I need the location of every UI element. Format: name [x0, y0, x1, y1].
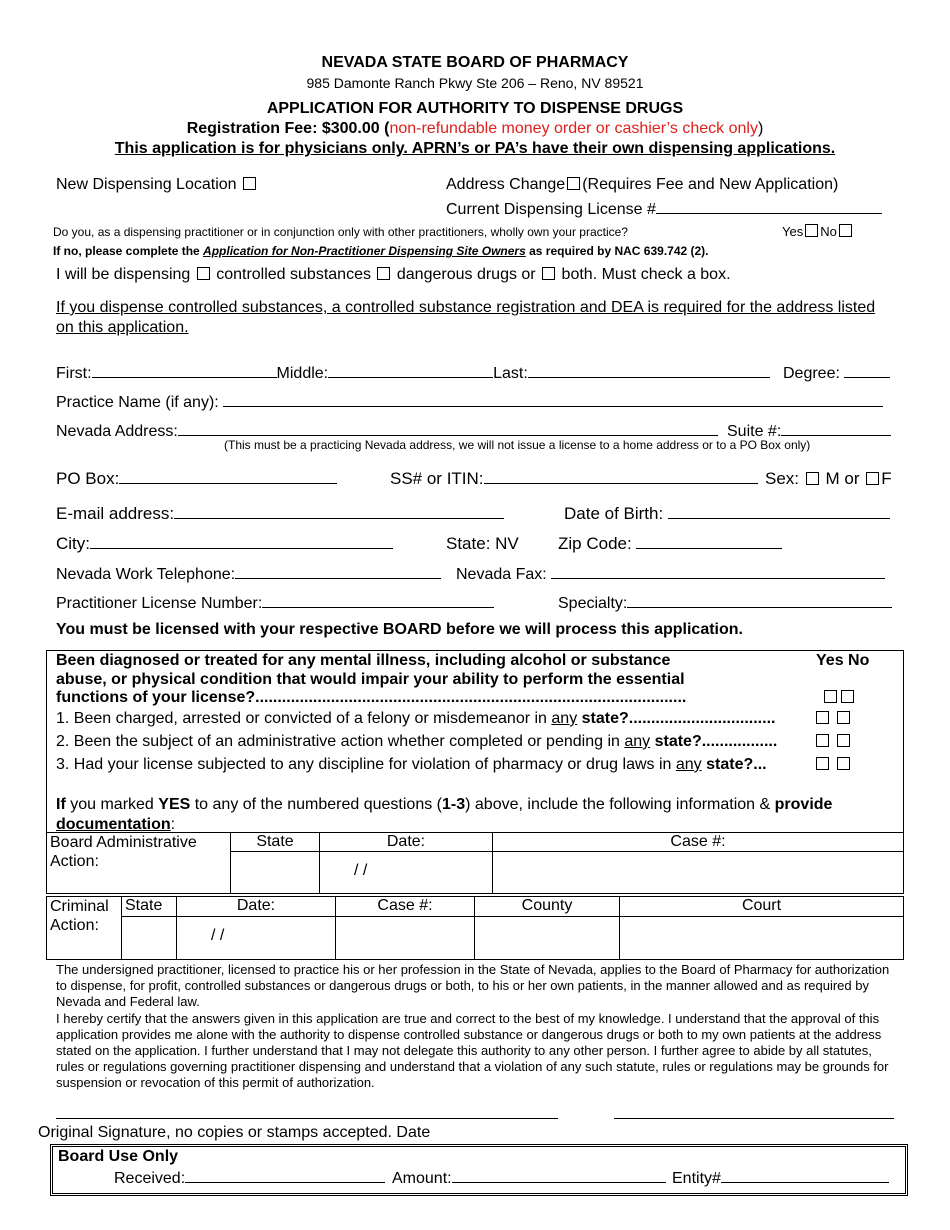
ownership-answer	[782, 224, 854, 239]
controlled-substances-checkbox[interactable]	[197, 267, 210, 280]
city-field	[56, 534, 393, 554]
criminal-court-cell[interactable]	[620, 916, 904, 959]
licensed-note: You must be licensed with your respective BOARD before we will process this application.	[56, 621, 743, 638]
application-title: APPLICATION FOR AUTHORITY TO DISPENSE DRUGS	[266, 100, 684, 117]
ownership-no-checkbox[interactable]	[839, 224, 852, 237]
if-yes-2: you marked	[65, 796, 159, 813]
criminal-state-cell[interactable]	[122, 916, 177, 959]
address-change-label: Address Change	[446, 176, 566, 193]
physicians-only-note: This application is for physicians only. APRN’s or PA’s have their own dispensing applications.	[114, 140, 836, 157]
date-line[interactable]	[614, 1118, 894, 1119]
specialty-label: Specialty:	[558, 595, 628, 612]
admin-state-header: State	[231, 833, 320, 852]
degree-input[interactable]	[844, 363, 890, 378]
state-value: State: NV	[446, 534, 519, 553]
q1-yes-checkbox[interactable]	[816, 711, 829, 724]
non-practitioner-note	[53, 244, 709, 258]
zip-field	[558, 534, 782, 554]
if-yes-5: 1-3	[442, 796, 466, 813]
amount-label: Amount:	[392, 1170, 452, 1187]
new-location-option	[56, 176, 258, 194]
q1-text: 1. Been charged, arrested or convicted of a felony or misdemeanor in	[56, 710, 552, 727]
dangerous-drugs-checkbox[interactable]	[377, 267, 390, 280]
practice-name-label: Practice Name (if any):	[56, 394, 219, 411]
po-box-label: PO Box:	[56, 469, 120, 488]
mental-illness-answers	[822, 689, 856, 707]
last-name-input[interactable]	[528, 363, 770, 378]
certification-paragraph-2: I hereby certify that the answers given in this application are true and correct to the best of my knowledge. I understand that the approval of this application provides me alone with the authority to dispense controlled substance or dangerous drugs or both to my own patients at the address stated on the application. I further understand that I may not delegate this authority to any other person. I further agree to abide by all statutes, rules or regulations governing practitioner dispensing and understand that a violation of any such statute, rules or regulations may be grounds for suspension or revocation of this permit of authorization.	[56, 1011, 889, 1090]
work-phone-field	[56, 564, 441, 584]
both-checkbox[interactable]	[542, 267, 555, 280]
mental-illness-question-line2: abuse, or physical condition that would impair your ability to perform the essential	[56, 671, 685, 688]
entity-field	[672, 1168, 889, 1188]
question-3	[56, 756, 816, 774]
q1-any: any	[551, 710, 578, 727]
criminal-state-header: State	[122, 897, 177, 917]
registration-fee	[0, 120, 950, 138]
documentation-word: documentation	[56, 816, 171, 833]
address-change-note: (Requires Fee and New Application)	[582, 176, 839, 193]
dangerous-label: dangerous drugs or	[396, 266, 536, 283]
if-yes-3: YES	[158, 796, 191, 813]
criminal-date-header: Date:	[177, 897, 336, 917]
q3-dots: state?...	[701, 756, 767, 773]
license-number-field	[56, 593, 494, 613]
amount-field	[392, 1168, 666, 1188]
new-location-label: New Dispensing Location	[56, 176, 237, 193]
signature-line[interactable]	[56, 1118, 558, 1119]
entity-label: Entity#	[672, 1170, 721, 1187]
criminal-county-header: County	[475, 897, 620, 917]
degree-label: Degree:	[783, 365, 840, 382]
current-license-field	[446, 199, 882, 219]
mental-illness-no-checkbox[interactable]	[841, 690, 854, 703]
if-yes-7: provide	[774, 796, 833, 813]
dispensing-type	[56, 266, 731, 284]
non-practitioner-application-link[interactable]: Application for Non-Practitioner Dispensing Site Owners	[203, 244, 526, 258]
criminal-action-table	[46, 896, 904, 960]
sex-field	[765, 469, 892, 489]
criminal-case-header: Case #:	[336, 897, 475, 917]
q3-no-checkbox[interactable]	[837, 757, 850, 770]
signature-label: Original Signature, no copies or stamps accepted. Date	[38, 1124, 431, 1141]
if-yes-1: If	[56, 796, 66, 813]
if-yes-instruction	[56, 796, 832, 814]
entity-input[interactable]	[721, 1168, 889, 1183]
admin-action-label: Board Administrative Action:	[47, 833, 231, 894]
question-1	[56, 710, 816, 728]
address-change-option	[446, 176, 838, 194]
suite-label: Suite #:	[727, 423, 782, 440]
received-field	[114, 1168, 385, 1188]
suite-input[interactable]	[781, 421, 891, 436]
ssn-field	[390, 469, 758, 489]
q2-dots: state?.................	[650, 733, 778, 750]
po-box-input[interactable]	[119, 469, 337, 484]
amount-input[interactable]	[452, 1168, 666, 1183]
fax-field	[456, 564, 885, 584]
criminal-court-header: Court	[620, 897, 904, 917]
q3-any: any	[675, 756, 702, 773]
mental-illness-question-line3: functions of your license?.................................................................................................	[56, 689, 687, 706]
fee-label: Registration Fee: $300.00 (	[186, 120, 390, 137]
male-label: M or	[825, 469, 860, 488]
dispensing-label: I will be dispensing	[56, 266, 191, 283]
zip-label: Zip Code:	[558, 534, 632, 553]
admin-state-cell[interactable]	[231, 852, 320, 894]
nevada-address-label: Nevada Address:	[56, 423, 178, 440]
admin-date-cell[interactable]	[320, 852, 493, 894]
license-number-input[interactable]	[262, 593, 494, 608]
name-row	[56, 363, 770, 383]
criminal-date-cell[interactable]	[177, 916, 336, 959]
email-input[interactable]	[174, 504, 504, 519]
degree-field	[783, 363, 890, 383]
question-3-answers	[814, 756, 852, 774]
city-input[interactable]	[90, 534, 393, 549]
admin-case-header: Case #:	[493, 833, 904, 852]
q1-no-checkbox[interactable]	[837, 711, 850, 724]
q2-any: any	[624, 733, 651, 750]
city-label: City:	[56, 534, 90, 553]
criminal-action-label: Criminal Action:	[47, 897, 122, 960]
current-license-label: Current Dispensing License #	[446, 201, 656, 218]
first-label: First:	[56, 365, 92, 382]
admin-action-table	[46, 832, 904, 894]
sex-male-checkbox[interactable]	[806, 472, 819, 485]
controlled-label: controlled substances	[216, 266, 371, 283]
question-2	[56, 733, 816, 751]
current-license-input[interactable]	[656, 199, 882, 214]
if-no-post: as required by NAC 639.742 (2).	[525, 244, 709, 258]
ownership-yes-checkbox[interactable]	[805, 224, 818, 237]
fax-input[interactable]	[551, 564, 885, 579]
sex-label: Sex:	[765, 469, 800, 488]
if-yes-4: to any of the numbered questions (	[190, 796, 442, 813]
sex-female-checkbox[interactable]	[866, 472, 879, 485]
q3-yes-checkbox[interactable]	[816, 757, 829, 770]
zip-input[interactable]	[636, 534, 782, 549]
criminal-date-slashes: / /	[211, 926, 225, 944]
specialty-field	[558, 593, 892, 613]
fee-note: non-refundable money order or cashier’s check only	[389, 120, 758, 137]
fax-label: Nevada Fax:	[456, 566, 547, 583]
q1-dots: state?.................................	[577, 710, 776, 727]
certification-paragraph-1: The undersigned practitioner, licensed to practice his or her profession in the State of Nevada, applies to the Board of Pharmacy for authorization to dispense, for profit, controlled substances or dangerous drugs or both, to his or her own patients, in the manner allowed and as required by Nevada and Federal law.	[56, 962, 890, 1009]
no-label: No	[820, 224, 837, 239]
specialty-input[interactable]	[627, 593, 892, 608]
po-box-field	[56, 469, 337, 489]
middle-label: Middle:	[276, 365, 329, 382]
female-label: F	[881, 469, 892, 488]
last-label: Last:	[493, 365, 528, 382]
if-yes-6: ) above, include the following information &	[465, 796, 775, 813]
nevada-address-input[interactable]	[178, 421, 718, 436]
received-label: Received:	[114, 1170, 186, 1187]
work-phone-label: Nevada Work Telephone:	[56, 566, 236, 583]
admin-date-slashes: / /	[354, 862, 368, 880]
first-name-input[interactable]	[92, 363, 277, 378]
criminal-county-cell[interactable]	[475, 916, 620, 959]
q3-text: 3. Had your license subjected to any discipline for violation of pharmacy or drug laws in	[56, 756, 676, 773]
fee-close: )	[757, 120, 764, 137]
criminal-case-cell[interactable]	[336, 916, 475, 959]
admin-date-header: Date:	[320, 833, 493, 852]
documentation-colon: :	[170, 816, 176, 833]
admin-case-cell[interactable]	[493, 852, 904, 894]
both-label: both. Must check a box.	[561, 266, 731, 283]
work-phone-input[interactable]	[235, 564, 441, 579]
practice-name-field	[56, 392, 883, 412]
if-no-pre: If no, please complete the	[53, 244, 204, 258]
board-address: 985 Damonte Ranch Pkwy Ste 206 – Reno, NV 89521	[306, 75, 644, 91]
q2-no-checkbox[interactable]	[837, 734, 850, 747]
dob-label: Date of Birth:	[564, 504, 664, 523]
yes-label: Yes	[782, 224, 804, 239]
ownership-question: Do you, as a dispensing practitioner or in conjunction only with other practitioners, wholly own your practice?	[53, 225, 628, 239]
dea-requirement-note: If you dispense controlled substances, a controlled substance registration and DEA is required for the address listed on this application.	[56, 299, 876, 336]
dob-input[interactable]	[668, 504, 890, 519]
received-input[interactable]	[185, 1168, 385, 1183]
board-name: NEVADA STATE BOARD OF PHARMACY	[321, 54, 629, 71]
practice-name-input[interactable]	[223, 392, 883, 407]
question-1-answers	[814, 710, 852, 728]
middle-name-input[interactable]	[328, 363, 493, 378]
mental-illness-question-line1: Been diagnosed or treated for any mental illness, including alcohol or substance	[56, 652, 671, 669]
ssn-input[interactable]	[484, 469, 758, 484]
address-note: (This must be a practicing Nevada address, we will not issue a license to a home address or to a PO Box only)	[224, 438, 811, 452]
question-2-answers	[814, 733, 852, 751]
license-number-label: Practitioner License Number:	[56, 595, 263, 612]
q2-text: 2. Been the subject of an administrative action whether completed or pending in	[56, 733, 625, 750]
board-use-title: Board Use Only	[58, 1148, 179, 1165]
new-location-checkbox[interactable]	[243, 177, 256, 190]
ssn-label: SS# or ITIN:	[390, 469, 484, 488]
email-label: E-mail address:	[56, 504, 175, 523]
address-change-checkbox[interactable]	[567, 177, 580, 190]
dob-field	[564, 504, 890, 524]
yes-no-header: Yes No	[816, 652, 870, 669]
email-field	[56, 504, 504, 524]
mental-illness-yes-checkbox[interactable]	[824, 690, 837, 703]
q2-yes-checkbox[interactable]	[816, 734, 829, 747]
